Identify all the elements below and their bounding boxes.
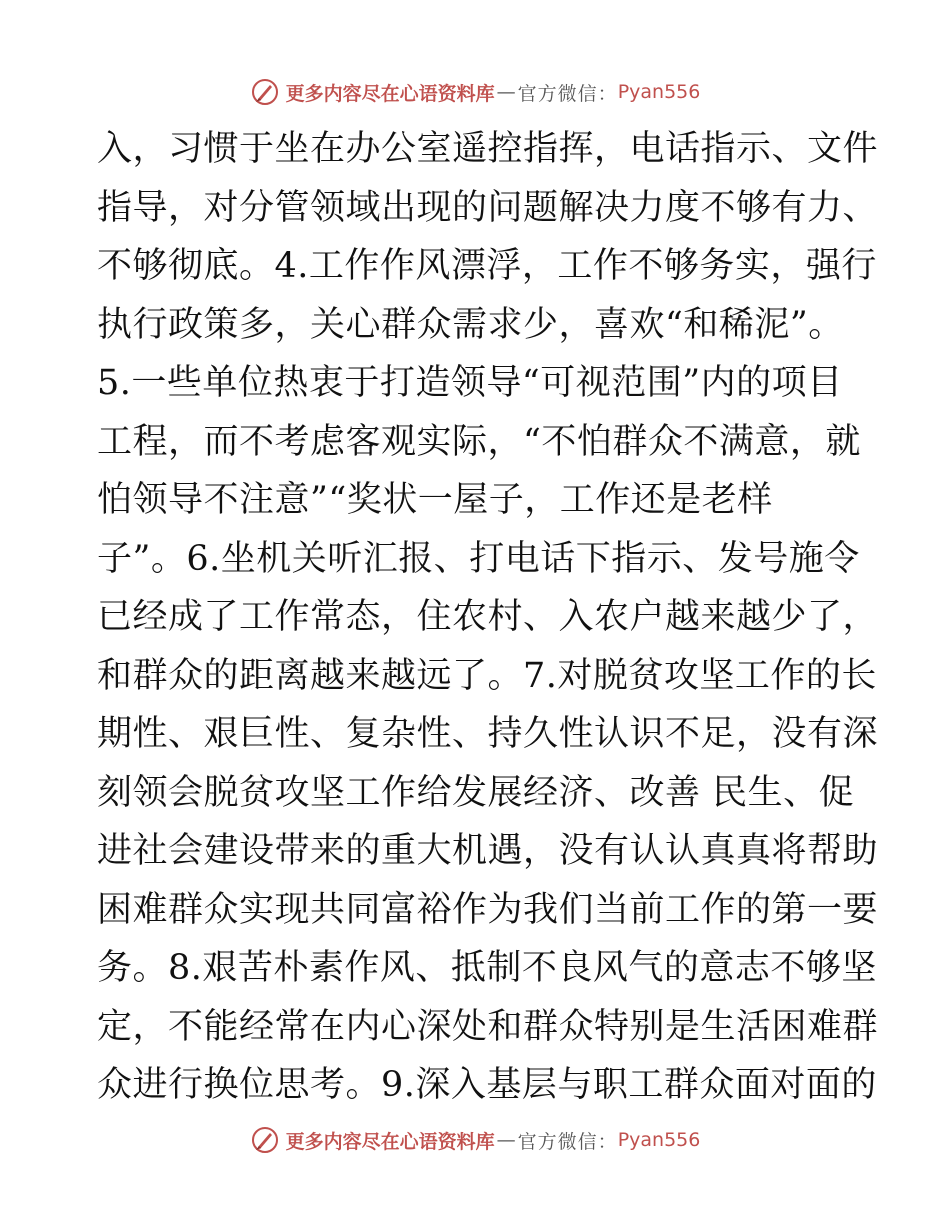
footer-banner	[0, 1120, 950, 1160]
body-text-line: 定，不能经常在内心深处和群众特别是生活困难群	[97, 1006, 879, 1047]
footer-wechat-label: 官方微信：	[517, 1130, 618, 1153]
header-brand-text: 更多内容尽在心语资料库	[285, 82, 495, 105]
body-text-line: 进社会建设带来的重大机遇，没有认认真真将帮助	[97, 831, 879, 871]
pen-feather-logo-icon	[250, 77, 280, 107]
body-text-line: 工程，而不考虑客观实际，“不怕群众不满意，就	[97, 421, 861, 462]
body-text-line: 和群众的距离越来越远了。7.对脱贫攻坚工作的长	[97, 655, 877, 696]
header-banner	[0, 72, 950, 112]
body-text-line: 众进行换位思考。9.深入基层与职工群众面对面的	[97, 1065, 877, 1105]
body-text-line: 务。8.艰苦朴素作风、抵制不良风气的意志不够坚	[97, 948, 877, 988]
footer-brand-text: 更多内容尽在心语资料库	[285, 1130, 495, 1153]
document-body	[97, 126, 879, 1121]
body-text-line: 期性、艰巨性、复杂性、持久性认识不足，没有深	[97, 714, 879, 754]
body-text-line: 子”。6.坐机关听汇报、打电话下指示、发号施令	[97, 538, 860, 579]
body-text-line: 刻领会脱贫攻坚工作给发展经济、改善 民生、促	[97, 772, 855, 813]
header-wechat-id: Pyan556	[617, 81, 701, 103]
footer-dash: —	[496, 1129, 516, 1151]
body-text-line: 指导，对分管领域出现的问题解决力度不够有力、	[97, 187, 879, 228]
body-text-line: 入，习惯于坐在办公室遥控指挥，电话指示、文件	[97, 129, 879, 169]
body-text-line: 困难群众实现共同富裕作为我们当前工作的第一要	[97, 889, 879, 930]
body-text-line: 执行政策多，关心群众需求少，喜欢“和稀泥”。	[97, 304, 844, 345]
body-text-line: 怕领导不注意”“奖状一屋子，工作还是老样	[97, 480, 773, 520]
pen-feather-logo-icon	[250, 1125, 280, 1155]
footer-wechat-id: Pyan556	[617, 1129, 701, 1151]
header-wechat-label: 官方微信：	[517, 82, 618, 105]
body-text-line: 已经成了工作常态，住农村、入农户越来越少了，	[97, 597, 879, 637]
body-text-line: 不够彻底。4.工作作风漂浮，工作不够务实，强行	[97, 246, 877, 286]
body-text-line: 5.一些单位热衷于打造领导“可视范围”内的项目	[97, 363, 843, 403]
header-dash: —	[496, 81, 516, 103]
